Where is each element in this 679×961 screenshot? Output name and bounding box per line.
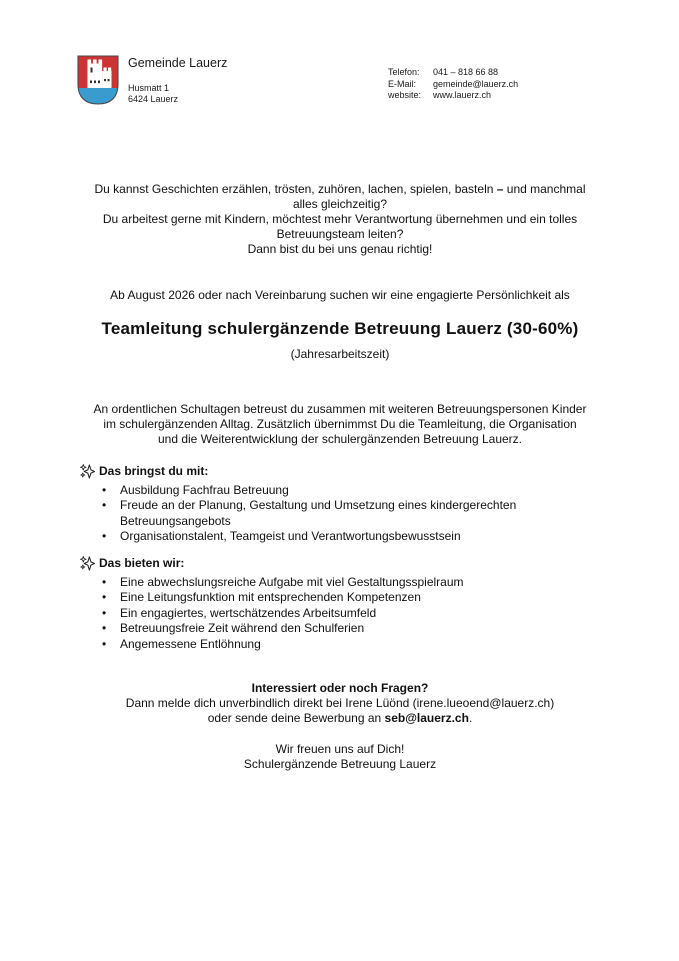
- footer-apply-email: seb@lauerz.ch: [384, 711, 469, 725]
- vacancy-lead: Ab August 2026 oder nach Vereinbarung suchen wir eine engagierte Persönlichkeit als: [110, 288, 570, 302]
- org-address-line2: 6424 Lauerz: [128, 94, 179, 104]
- list-item: [102, 590, 600, 605]
- requirement-text: Freude an der Planung, Gestaltung und Umsetzung eines kindergerechten: [120, 498, 517, 513]
- org-address-line1: Husmatt 1: [128, 83, 170, 93]
- requirement-text: Ausbildung Fachfrau Betreuung: [120, 483, 289, 497]
- telefon-value: 041 – 818 66 88: [433, 67, 499, 77]
- list-item: [102, 606, 600, 621]
- list-item: [102, 529, 600, 544]
- about-line1: An ordentlichen Schultagen betreust du zusammen mit weiteren Betreuungspersonen Kinder: [93, 402, 587, 416]
- footer-apply-pre: oder sende deine Bewerbung an: [207, 711, 385, 725]
- bullet-icon: •: [102, 529, 107, 544]
- intro-line1: [70, 182, 610, 197]
- intro-line5: Dann bist du bei uns genau richtig!: [247, 242, 433, 256]
- bullet-icon: •: [102, 498, 107, 513]
- list-item: [102, 483, 600, 498]
- footer-question: Interessiert oder noch Fragen?: [251, 681, 429, 695]
- contact-row-telefon: [388, 67, 518, 79]
- bullet-icon: •: [102, 621, 107, 636]
- list-item: [102, 575, 600, 590]
- benefits-list: [102, 575, 600, 652]
- benefit-text: Angemessene Entlöhnung: [120, 636, 261, 651]
- requirements-list: [102, 483, 600, 545]
- list-item: [102, 637, 600, 652]
- footer-closing1: Wir freuen uns auf Dich!: [275, 742, 405, 756]
- requirements-heading-row: [80, 463, 600, 479]
- footer-contact-block: [70, 681, 610, 726]
- about-paragraph: [70, 402, 610, 447]
- website-value: www.lauerz.ch: [433, 90, 492, 100]
- org-identity: [128, 56, 227, 105]
- about-line2: im schulergänzenden Alltag. Zusätzlich übernimmst Du die Teamleitung, die Organisation: [103, 417, 577, 431]
- sparkles-icon: [80, 464, 95, 479]
- org-name: Gemeinde Lauerz: [128, 56, 228, 70]
- benefit-text: Eine Leitungsfunktion mit entsprechenden Kompetenzen: [120, 590, 421, 605]
- footer-closing-block: [70, 742, 610, 772]
- intro-line1-post: und manchmal: [503, 182, 586, 196]
- vacancy-title: Teamleitung schulergänzende Betreuung Lauerz (30-60%): [101, 319, 579, 338]
- sparkles-icon: [80, 556, 95, 571]
- lauerz-coat-of-arms-logo: [75, 52, 121, 108]
- footer-apply-line: [70, 711, 610, 726]
- email-value: gemeinde@lauerz.ch: [433, 78, 519, 89]
- website-label: website:: [388, 90, 422, 100]
- bullet-icon: •: [102, 575, 107, 589]
- benefit-text: Betreuungsfreie Zeit während den Schulferien: [120, 621, 365, 636]
- intro-line4: Betreuungsteam leiten?: [276, 227, 404, 241]
- intro-paragraph: [70, 182, 610, 257]
- requirement-text: Organisationstalent, Teamgeist und Verantwortungsbewusstsein: [120, 529, 461, 544]
- intro-line2: alles gleichzeitig?: [292, 197, 388, 211]
- intro-line1-pre: Du kannst Geschichten erzählen, trösten, zuhören, lachen, spielen, basteln: [94, 182, 497, 196]
- benefits-heading-row: [80, 555, 600, 571]
- bullet-icon: •: [102, 636, 107, 651]
- org-address: [128, 83, 227, 105]
- section-benefits: [80, 555, 600, 652]
- intro-line3: Du arbeitest gerne mit Kindern, möchtest mehr Verantwortung übernehmen und ein tolles: [102, 212, 578, 226]
- benefit-text: Eine abwechslungsreiche Aufgabe mit viel Gestaltungsspielraum: [120, 575, 464, 589]
- about-line3: und die Weiterentwicklung der schulergänzenden Betreuung Lauerz.: [157, 432, 522, 446]
- bullet-icon: •: [102, 590, 107, 605]
- section-requirements: [80, 463, 600, 545]
- footer-contact-line: Dann melde dich unverbindlich direkt bei Irene Lüönd (irene.lueoend@lauerz.ch): [125, 696, 555, 710]
- contact-block: [388, 67, 518, 102]
- list-item: [102, 621, 600, 636]
- footer-closing2: Schulergänzende Betreuung Lauerz: [243, 757, 437, 771]
- intro-line1-dash: –: [496, 182, 504, 196]
- email-label: E-Mail:: [388, 78, 417, 89]
- contact-row-email: [388, 79, 518, 91]
- benefit-text: Ein engagiertes, wertschätzendes Arbeitsumfeld: [120, 605, 377, 620]
- requirements-heading: Das bringst du mit:: [99, 464, 209, 478]
- contact-row-website: [388, 90, 518, 102]
- vacancy-subtitle: (Jahresarbeitszeit): [290, 347, 390, 361]
- telefon-label: Telefon:: [388, 67, 420, 77]
- requirement-text-continued: Betreuungsangebots: [120, 513, 231, 528]
- footer-apply-post: .: [468, 711, 473, 725]
- list-item: [102, 498, 600, 529]
- bullet-icon: •: [102, 605, 107, 620]
- bullet-icon: •: [102, 483, 107, 497]
- benefits-heading: Das bieten wir:: [99, 556, 185, 570]
